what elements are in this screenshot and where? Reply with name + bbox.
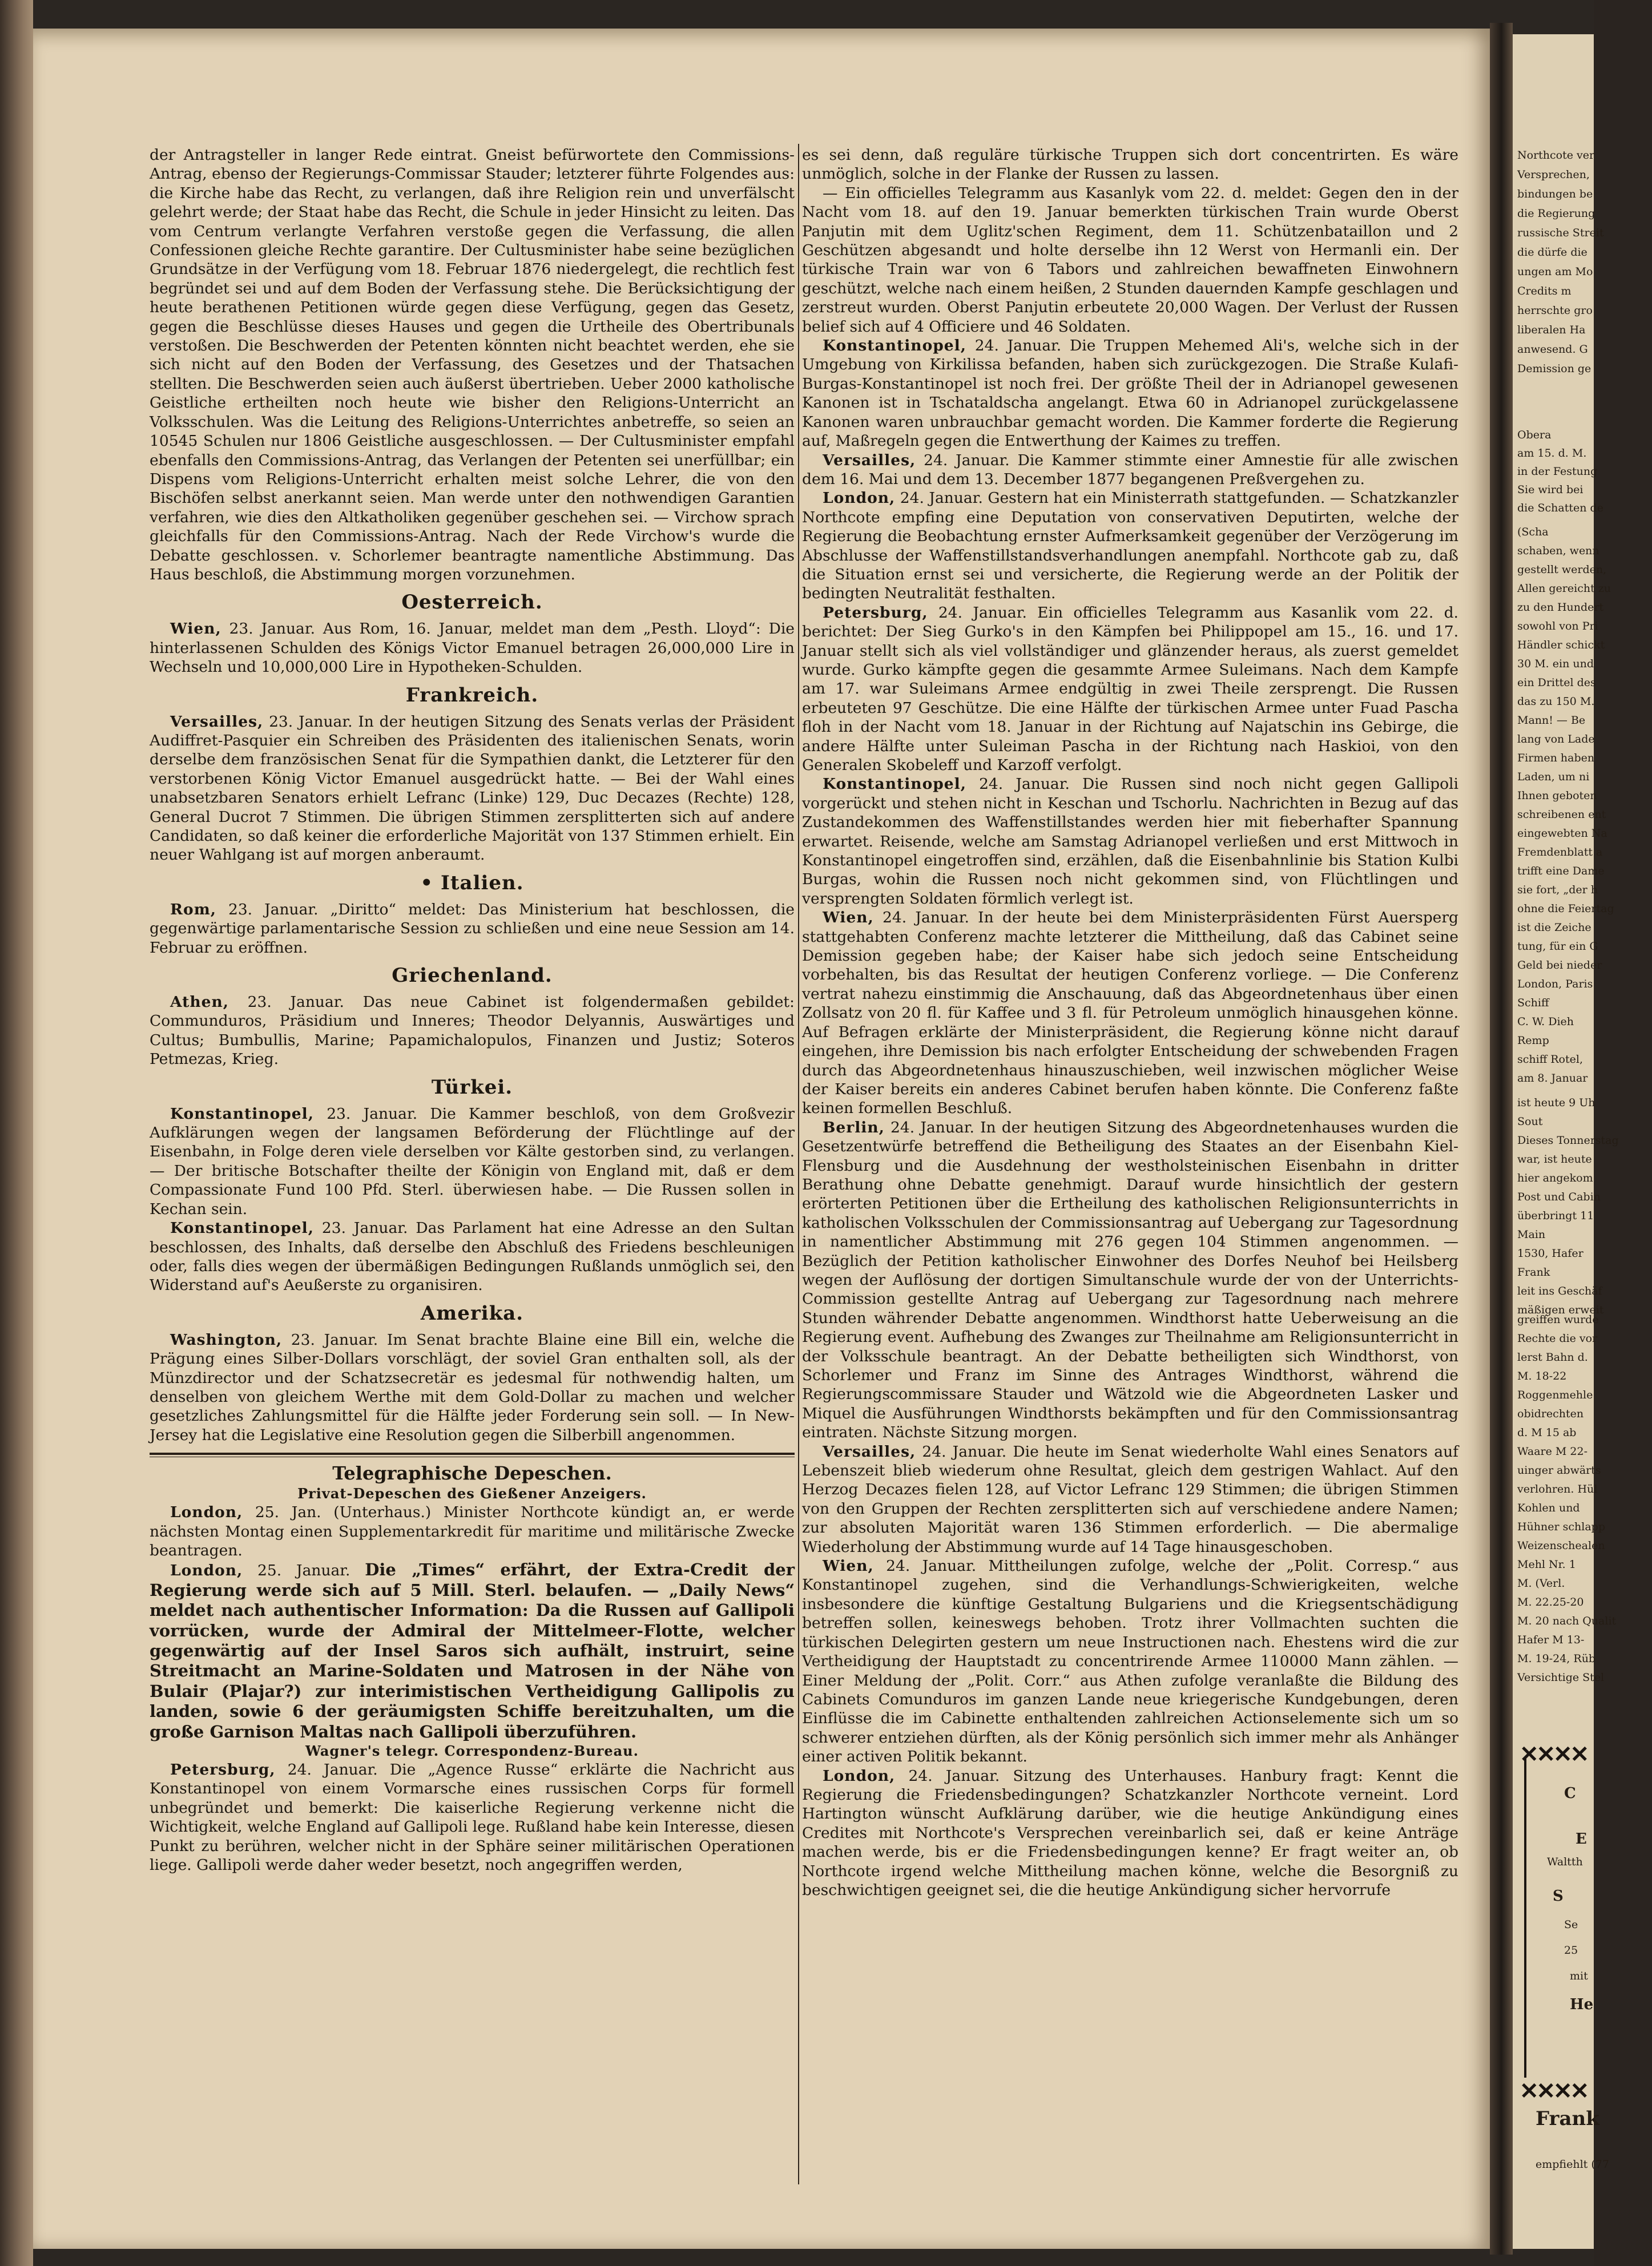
dateline: Konstantinopel, — [170, 1219, 314, 1237]
ad-letter: He — [1570, 1996, 1594, 2013]
next-page-fragment: schreibenen ent — [1517, 808, 1606, 821]
news-text: 24. Januar. Die Kammer stimmte einer Amnestie für alle zwischen dem 16. Mai und dem 13. December 1877 begangenen Preßvergehen zu. — [802, 451, 1458, 488]
next-page-fragment: Sout — [1517, 1115, 1543, 1128]
news-text: 24. Januar. Ein officielles Telegramm aus Kasanlik vom 22. d. berichtet: Der Sieg Gurko's in den Kämpfen bei Philippopel am 15., 16. und 17. Januar stellt sich als viel vollständiger und glänzender heraus, als zuerst gemeldet wurde. Gurko kämpfte gegen die gesammte Armee Suleimans. Nach dem Kampfe am 17. war Suleimans Armee endgültig in zwei Theile zersprengt. Die Russen erbeuteten 97 Geschütze. Die eine Hälfte der türkischen Armee unter Fuad Pascha floh in der Nacht vom 18. Januar in der Richtung auf Najatschin ins Gebirge, die andere Hälfte unter Suleiman Pascha in der Richtung nach Haskioi, von den Generalen Skobeleff und Karzoff verfolgt. — [802, 603, 1458, 774]
dateline: Washington, — [170, 1330, 283, 1349]
ad-ornament: ✕✕✕✕ — [1520, 1741, 1587, 1768]
next-page-fragment: Versprechen, — [1517, 168, 1590, 181]
next-page-fragment: Schiff — [1517, 997, 1549, 1009]
ad-ornament: ✕✕✕✕ — [1520, 2078, 1587, 2104]
bold-telegram-text: Die „Times“ erfährt, der Extra-Credit der Regierung werde sich auf 5 Mill. Sterl. belaufen. — „Daily News“ meldet nach authentischer Information: Da die Russen auf Gallipoli vorrücken, wurde der Admiral der Mittelmeer-Flotte, welcher gegenwärtig auf der Insel Saros sich aufhält, instruirt, seine Streitmacht an Marine-Soldaten und Matrosen in der Nähe von Bulair (Plajar?) zur interimistischen Vertheidigung Gallipolis zu landen, sowie 6 der geräumigsten Schiffe bereitzuhalten, um die große Garnison Maltas nach Gallipoli überzuführen. — [150, 1560, 795, 1741]
next-page-fragment: Versichtige Stel — [1517, 1671, 1605, 1684]
next-page-fragment: Mann! — Be — [1517, 714, 1586, 727]
section-heading-tuerkei: Türkei. — [431, 1075, 513, 1099]
next-page-fragment: (Scha — [1517, 526, 1549, 538]
next-page-fragment: die dürfe die — [1517, 246, 1587, 259]
next-page-fragment: war, ist heute — [1517, 1153, 1592, 1166]
ad-line: Waltth — [1547, 1856, 1583, 1868]
news-text: 24. Januar. Gestern hat ein Ministerrath stattgefunden. — Schatzkanzler Northcote empfing eine Deputation von conservativen Deputirten, welche der Regierung die Beobachtung ernster Aufmerksamkeit gegenüber der Verzögerung im Abschlusse der Waffenstillstandsverhandlungen anempfahl. Northcote gab zu, daß die Situation ernst sei und versicherte, die Regierung werde an der Politik der bedingten Neutralität festhalten. — [802, 489, 1458, 603]
news-item — [150, 1104, 795, 1219]
next-page-fragment: d. M 15 ab — [1517, 1426, 1577, 1439]
ad-frame-line — [1524, 1758, 1526, 2078]
telegram-subtitle: Privat-Depeschen des Gießener Anzeigers. — [297, 1485, 647, 1502]
next-page-fragment: ohne die Feiertag — [1517, 902, 1614, 915]
news-text: 24. Januar. Die heute im Senat wiederholte Wahl eines Senators auf Lebenszeit blieb wiederum ohne Resultat, gleich dem gestrigen Wahlact. Auf den Herzog Decazes fielen 128, auf Victor Lefranc 129 Stimmen; die übrigen Stimmen von den Gruppen der Rechten zersplitterten sich auf verschiedene andere Namen; zur absoluten Majorität waren 136 Stimmen erforderlich. — Die abermalige Wiederholung der Abstimmung wurde auf 14 Tage hinausgeschoben. — [802, 1442, 1458, 1556]
next-page-fragment: Dieses Tonnerstag — [1517, 1134, 1619, 1147]
telegram-date: 25. Januar. — [257, 1562, 350, 1580]
news-text: 23. Januar. Im Senat brachte Blaine eine Bill ein, welche die Prägung eines Silber-Dollars vorschlägt, der soviel Gran enthalten soll, als der Münzdirector und der Schatzsecretär es jedesmal für nothwendig halten, um denselben von gleichem Werthe mit dem Gold-Dollar zu machen und welcher gesetzliches Zahlungsmittel für die Hälfte jeder Forderung sein soll. — In New-Jersey hat die Legislative eine Resolution gegen die Silberbill angenommen. — [150, 1330, 795, 1444]
next-page-fragment: gestellt werden, — [1517, 563, 1607, 576]
dateline: Petersburg, — [170, 1761, 276, 1779]
next-page-fragment: uinger abwärts — [1517, 1464, 1601, 1477]
dateline: Versailles, — [823, 451, 916, 469]
next-page-fragment: M. 22.25-20 — [1517, 1596, 1584, 1608]
telegram-section-title: Telegraphische Depeschen. — [332, 1462, 612, 1485]
section-heading-griechenland: Griechenland. — [392, 964, 553, 987]
next-page-fragment: Mehl Nr. 1 — [1517, 1558, 1576, 1571]
next-page-fragment: anwesend. G — [1517, 343, 1588, 356]
news-item: — Ein officielles Telegramm aus Kasanlyk vom 22. d. meldet: Gegen den in der Nacht vom 18. auf den 19. Januar bemerkten türkischen Train wurde Oberst Panjutin mit dem Uglitz'schen Regiment, dem 11. Schützenbataillon und 2 Geschützen abgesandt und holte derselbe ihn 12 Werst von Hermanli ein. Der türkische Train war von 6 Tabors und zahlreichen bewaffneten Einwohnern geschützt, welche nach einem heißen, 2 Stunden dauernden Kampfe geschlagen und zerstreut wurden. Oberst Panjutin erbeutete 20,000 Wagen. Der Verlust der Russen belief sich auf 4 Officiere und 46 Soldaten. — [802, 184, 1458, 336]
news-item — [802, 451, 1458, 489]
right-column — [802, 146, 1458, 1900]
next-page-fragment: hier angekom — [1517, 1172, 1593, 1184]
ad-line: 25 — [1564, 1944, 1578, 1957]
next-page-fragment: M. 18-22 — [1517, 1370, 1567, 1382]
next-page-fragment: Hafer M 13- — [1517, 1634, 1585, 1646]
next-page-fragment: Credits m — [1517, 285, 1572, 297]
dateline: Konstantinopel, — [170, 1104, 314, 1123]
next-page-fragment: Sie wird bei — [1517, 483, 1583, 496]
next-page-fragment: Hühner schlapp — [1517, 1521, 1606, 1533]
dateline: Wien, — [170, 620, 221, 638]
section-heading-italien: • Italien. — [420, 871, 524, 894]
next-page-fragment: Frank — [1517, 1266, 1550, 1279]
next-page-fragment: schaben, wenn — [1517, 545, 1599, 557]
telegram-rule-thick — [150, 1453, 795, 1455]
telegram-item — [150, 1503, 795, 1560]
next-page-fragment: in der Festung — [1517, 465, 1598, 478]
news-text: 24. Januar. Sitzung des Unterhauses. Hanbury fragt: Kennt die Regierung die Friedensbedingungen? Schatzkanzler Northcote verneint. Lord Hartington wünscht Aufklärung darüber, wie die heutige Ankündigung eines Credites mit Northcote's Versprechen vereinbarlich sei, daß er keine Anträge machen werde, bis er die Friedensbedingungen kenne? Er fragt weiter an, ob Northcote irgend welche Mittheilung machen könne, welche die Besorgniß zu beschwichtigen geeignet sei, die die heutige Ankündigung sicher hervorrufe — [802, 1767, 1458, 1899]
telegram-item — [150, 1760, 795, 1874]
dateline: London, — [170, 1503, 243, 1522]
next-page-fragment: M. (Verl. — [1517, 1577, 1565, 1590]
book-gutter — [1490, 23, 1513, 2255]
news-text: 23. Januar. In der heutigen Sitzung des Senats verlas der Präsident Audiffret-Pasquier ein Schreiben des Präsidenten des italienischen Senats, worin derselbe dem französischen Senat für die Sympathien dankt, die Letzterer für den verstorbenen König Victor Emanuel ausgedrückt hatte. — Bei der Wahl eines unabsetzbaren Senators erhielt Lefranc (Linke) 129, Duc Decazes (Rechte) 128, General Ducrot 7 Stimmen. Die übrigen Stimmen zersplitterten sich auf andere Candidaten, so daß keiner die erforderliche Majorität von 137 Stimmen erhielt. Ein neuer Wahlgang ist auf morgen anberaumt. — [150, 712, 795, 864]
next-page-fragment: M. 19-24, Rüb — [1517, 1652, 1596, 1665]
ad-letter: E — [1576, 1830, 1587, 1848]
next-page-fragment: überbringt 11 — [1517, 1209, 1594, 1222]
news-text: 24. Januar. In der heutigen Sitzung des Abgeordnetenhauses wurden die Gesetzentwürfe betreffend die Betheiligung des Staates an der Eisenbahn Kiel-Flensburg und die Ausdehnung der westholsteinischen Eisenbahn in dritter Berathung ohne Debatte genehmigt. Darauf wurde hinsichtlich der gestern erörterten Petitionen über die Ertheilung des katholischen Religionsunterrichts in katholischen Volksschulen der Commissionsantrag auf Uebergang zur Tagesordnung in namentlicher Abstimmung mit 276 gegen 104 Stimmen angenommen. — Bezüglich der Petition katholischer Einwohner des Dorfes Neuhof bei Heilsberg wegen der Auflösung der dortigen Simultanschule wurde der von der Unterrichts-Commission gestellte Antrag auf Uebergang zur Tagesordnung nach mehrere Stunden währender Debatte angenommen. Windthorst hatte Ueberweisung an die Regierung event. Aufhebung des Zwanges zur Theilnahme am Religionsunterricht in der Volksschule beantragt. An der Debatte betheiligten sich Windthorst, von Schorlemer und Franz im Sinne des Antrages Windthorst, während die Regierungscommissare Stauder und Wätzold wie die Abgeordneten Lasker und Miquel die Ausführungen Windthorsts bekämpften und für den Commissionsantrag eintraten. Nächste Sitzung morgen. — [802, 1118, 1458, 1442]
next-page-fragment: Ihnen geboten — [1517, 789, 1597, 802]
next-page-fragment: Obera — [1517, 429, 1552, 441]
next-page-fragment: Kohlen und — [1517, 1502, 1580, 1514]
continuation-paragraph: es sei denn, daß reguläre türkische Truppen sich dort concentrirten. Es wäre unmöglich, solche in der Flanke der Russen zu lassen. — [802, 146, 1458, 183]
next-page-fragment: schiff Rotel, — [1517, 1053, 1583, 1066]
next-page-fragment: bindungen be — [1517, 188, 1593, 200]
next-page-fragment: am 15. d. M. — [1517, 447, 1587, 459]
next-page-fragment: das zu 150 M. — [1517, 695, 1595, 708]
intro-paragraph: der Antragsteller in langer Rede eintrat. Gneist befürwortete den Commissions-Antrag, ebenso der Regierungs-Commissar Stauder; letzterer führte Folgendes aus: die Kirche habe das Recht, zu verlangen, daß ihre Religion rein und unverfälscht gelehrt werde; der Staat habe das Recht, die Schule in jeder Hinsicht zu leiten. Das vom Centrum verlangte Verfahren verstoße gegen die Verfassung, die allen Confessionen gleiche Rechte garantire. Der Cultusminister habe seine bezüglichen Grundsätze in der Verfügung vom 18. Februar 1876 niedergelegt, die rechtlich fest begründet sei und auf dem Boden der Verfassung stehe. Die Berücksichtigung der heute berathenen Petitionen würde gegen diese Verfügung, gegen das Gesetz, gegen die Beschlüsse dieses Hauses und gegen die Urtheile des Obertribunals verstoßen. Die Beschwerden der Petenten könnten nicht beachtet werden, ehe sie sich nicht auf den Boden der Verfassung, des Gesetzes und der Thatsachen stellten. Die Beschwerden seien auch äußerst übertrieben. Ueber 2000 katholische Geistliche ertheilten noch heute wie bisher den Religions-Unterricht an Volksschulen. Was die Leitung des Religions-Unterrichtes anbetreffe, so seien an 10545 Schulen nur 1806 Geistliche ausgeschlossen. — Der Cultusminister empfahl ebenfalls den Commissions-Antrag, das Verlangen der Petenten sei unerfüllbar; ein Dispens vom Religions-Unterricht erhalten meist solche Lehrer, die von den Bischöfen selbst anerkannt seien. Man werde unter den nothwendigen Garantien verfahren, wie dies den Altkatholiken gegenüber geschehen sei. — Virchow sprach gleichfalls für den Commissions-Antrag. Nach der Rede Virchow's wurde die Debatte geschlossen. v. Schorlemer beantragte namentliche Abstimmung. Das Haus beschloß, die Abstimmung morgen vorzunehmen. — [150, 146, 795, 583]
next-page-fragment: am 8. Januar — [1517, 1072, 1588, 1084]
news-text: 24. Januar. In der heute bei dem Ministerpräsidenten Fürst Auersperg stattgehabten Conferenz machte letzterer die Mittheilung, daß das Cabinet seine Demission gegeben habe; der Kaiser habe sich jedoch seine Entscheidung vorbehalten, bis das Resultat der heutigen Conferenz vorliege. — Die Conferenz vertrat nahezu einstimmig die Anschauung, daß das Abgeordnetenhaus über einen Zollsatz von 20 fl. für Kaffee und 3 fl. für Petroleum unmöglich hinausgehen könne. Auf Befragen erklärte der Ministerpräsident, die Regierung könne nicht darauf eingehen, ihre Demission bis nach erfolgter Entscheidung der schwebenden Fragen durch das Abgeordnetenhaus hinauszuschieben, weil inzwischen möglicher Weise der Kaiser bereits ein anderes Cabinet berufen haben könnte. Die Conferenz faßte keinen formellen Beschluß. — [802, 909, 1458, 1118]
next-page-fragment: zu den Hundert — [1517, 601, 1604, 614]
news-text: 23. Januar. Die Kammer beschloß, von dem Großvezir Aufklärungen wegen der langsamen Beförderung der Flüchtlinge auf der Eisenbahn, in Folge deren viele derselben vor Kälte gestorben sind, zu verlangen. — Der britische Botschafter theilte der Königin von England mit, daß er dem Compassionate Fund 100 Pfd. Sterl. überwiesen habe. — Die Russen sollen in Kechan sein. — [150, 1104, 795, 1218]
bureau-heading: Wagner's telegr. Correspondenz-Bureau. — [305, 1743, 639, 1760]
next-page-fragment: Post und Cabin — [1517, 1191, 1601, 1203]
next-page-fragment: liberalen Ha — [1517, 324, 1586, 336]
dateline: London, — [823, 1767, 896, 1785]
news-text: 23. Januar. „Diritto“ meldet: Das Ministerium hat beschlossen, die gegenwärtige parlamentarische Session zu schließen und eine neue Session am 14. Februar zu eröffnen. — [150, 900, 795, 957]
ad-brand: Frank — [1536, 2107, 1599, 2130]
next-page-fragment: London, Paris — [1517, 978, 1593, 990]
next-page-fragment: ist heute 9 Uh — [1517, 1096, 1595, 1109]
dateline: Berlin, — [823, 1118, 885, 1136]
news-item — [802, 336, 1458, 450]
news-item — [150, 1219, 795, 1295]
news-item — [150, 993, 795, 1069]
next-page-fragment: ungen am Mo — [1517, 265, 1593, 278]
next-page-fragment: greiffen wurde — [1517, 1313, 1599, 1326]
next-page-fragment: Remp — [1517, 1034, 1549, 1047]
next-page-fragment: Weizenschealen — [1517, 1539, 1605, 1552]
dateline: Versailles, — [170, 712, 264, 731]
telegram-item-bold — [150, 1560, 795, 1742]
left-column — [150, 146, 795, 1874]
news-text: 23. Januar. Aus Rom, 16. Januar, meldet man dem „Pesth. Lloyd“: Die hinterlassenen Schulden des Königs Victor Emanuel betragen 26,000,000 Lire in Wechseln und 10,000,000 Lire in Hypotheken-Schulden. — [150, 620, 795, 676]
next-page-fragment: Laden, um ni — [1517, 771, 1590, 783]
ad-footer: empfiehlt (77 — [1536, 2158, 1609, 2171]
next-page-fragment: Northcote ver — [1517, 149, 1595, 162]
news-item — [802, 489, 1458, 603]
next-page-edge — [1513, 34, 1619, 2249]
news-item — [802, 603, 1458, 775]
dateline: Rom, — [170, 900, 216, 918]
news-text: 23. Januar. Das Parlament hat eine Adresse an den Sultan beschlossen, des Inhalts, daß derselbe den Abschluß des Friedens beschleunigen oder, falls dies wegen der übermäßigen Bedingungen Rußlands unmöglich sei, den Widerstand auf's Aeußerste zu organisiren. — [150, 1219, 795, 1295]
news-item — [802, 1557, 1458, 1766]
dateline: Wien, — [823, 909, 874, 927]
column-divider — [798, 144, 799, 2184]
next-page-fragment: Fremdenblatt a — [1517, 846, 1603, 858]
next-page-fragment: Demission ge — [1517, 362, 1591, 375]
next-page-fragment: Rechte die vor — [1517, 1332, 1598, 1345]
dateline: Konstantinopel, — [823, 337, 966, 355]
news-text: 24. Januar. Die „Agence Russe“ erklärte die Nachricht aus Konstantinopel von einem Vormarsche eines russischen Corps für formell unbegründet und bemerkt: Die kaiserliche Regierung verkenne nicht die Wichtigkeit, welche England auf Gallipoli lege. Rußland habe kein Interesse, diesen Punkt zu berühren, welcher nicht in der Sphäre seiner militärischen Operationen liege. Gallipoli werde daher weder besetzt, noch angegriffen werden, — [150, 1761, 795, 1874]
next-page-fragment: Allen gereicht zu — [1517, 582, 1611, 595]
news-item — [802, 908, 1458, 1118]
next-page-fragment: M. 20 nach Qualit — [1517, 1615, 1617, 1627]
next-page-fragment: Waare M 22- — [1517, 1445, 1587, 1458]
next-page-fragment: die Regierung — [1517, 207, 1595, 220]
next-page-fragment: obidrechten — [1517, 1408, 1584, 1420]
next-page-fragment: mäßigen erweit — [1517, 1304, 1604, 1316]
news-text: 24. Januar. Die Russen sind noch nicht gegen Gallipoli vorgerückt und stehen nicht in Keschan und Tschorlu. Nachrichten in Bezug auf das Zustandekommen des Waffenstillstandes werden hier mit fieberhafter Spannung erwartet. Reisende, welche am Samstag Adrianopel verließen und erst Mittwoch in Konstantinopel eingetroffen sind, erzählen, daß die Eisenbahnlinie bis Station Kulbi Burgas, wohin die Russen noch nicht gekommen sind, von Flüchtlingen und versprengten Soldaten förmlich verlegt ist. — [802, 775, 1458, 908]
next-page-fragment: Firmen haben — [1517, 752, 1595, 764]
news-text: 23. Januar. Das neue Cabinet ist folgendermaßen gebildet: Communduros, Präsidium und Inneres; Theodor Delyannis, Auswärtiges und Cultus; Bumbullis, Marine; Papamichalopulos, Finanzen und Justiz; Soteros Petmezas, Krieg. — [150, 993, 795, 1069]
dateline: Wien, — [823, 1557, 874, 1575]
next-page-fragment: 1530, Hafer — [1517, 1247, 1583, 1260]
next-page-fragment: lang von Lade — [1517, 733, 1595, 745]
section-heading-frankreich: Frankreich. — [405, 683, 539, 707]
dateline: Versailles, — [823, 1442, 916, 1461]
next-page-fragment: Roggenmehle — [1517, 1389, 1593, 1401]
next-page-fragment: verlohren. Hül — [1517, 1483, 1598, 1495]
news-item — [150, 900, 795, 957]
next-page-fragment: Geld bei nieder — [1517, 959, 1602, 971]
next-page-fragment: C. W. Dieh — [1517, 1015, 1574, 1028]
next-page-fragment: herrschte gro — [1517, 304, 1593, 317]
news-item — [802, 775, 1458, 908]
next-page-fragment: Main — [1517, 1228, 1546, 1241]
section-heading-amerika: Amerika. — [420, 1301, 524, 1325]
next-page-fragment: sowohl von Pri — [1517, 620, 1598, 632]
ad-line: Se — [1564, 1918, 1578, 1931]
news-item — [802, 1767, 1458, 1900]
news-text: 25. Jan. (Unterhaus.) Minister Northcote kündigt an, er werde nächsten Montag einen Supplementarkredit für maritime und militärische Zwecke beantragen. — [150, 1503, 795, 1559]
next-page-fragment: eingewebten Na — [1517, 827, 1607, 840]
next-page-fragment: ist die Zeiche — [1517, 921, 1591, 934]
next-page-fragment: russische Streit — [1517, 227, 1604, 239]
dateline: London, — [823, 489, 896, 507]
next-page-fragment: trifft eine Dame — [1517, 865, 1605, 877]
news-item — [150, 1330, 795, 1445]
dateline: Petersburg, — [823, 603, 928, 622]
dateline: Athen, — [170, 993, 229, 1011]
next-page-fragment: tung, für ein G — [1517, 940, 1598, 953]
dateline: Konstantinopel, — [823, 775, 966, 793]
next-page-fragment: sie fort, „der h — [1517, 884, 1598, 896]
ad-line: mit — [1570, 1970, 1588, 1982]
dateline: London, — [170, 1562, 243, 1580]
news-item — [150, 712, 795, 865]
next-page-fragment: die Schatten de — [1517, 502, 1603, 514]
next-page-fragment: leit ins Geschäf — [1517, 1285, 1602, 1297]
next-page-fragment: 30 M. ein und — [1517, 658, 1594, 670]
ad-letter: S — [1553, 1888, 1564, 1905]
next-page-fragment: Händler schickt — [1517, 639, 1605, 651]
previous-page-edge — [0, 0, 33, 2266]
ad-letter: C — [1564, 1785, 1576, 1802]
news-item — [802, 1442, 1458, 1557]
news-item — [802, 1118, 1458, 1442]
next-page-fragment: lerst Bahn d. — [1517, 1351, 1588, 1364]
news-text: 24. Januar. Die Truppen Mehemed Ali's, welche sich in der Umgebung von Kirkilissa befanden, haben sich zurückgezogen. Die Straße Kulafi-Burgas-Konstantinopel ist noch frei. Der größte Theil der in Adrianopel gewesenen Kanonen ist in Tschataldscha angelangt. Etwa 60 in Adrianopel zurückgelassene Kanonen waren unbrauchbar gemacht worden. Die Kammer forderte die Regierung auf, Maßregeln gegen die Entwerthung der Kaimes zu treffen. — [802, 337, 1458, 450]
news-item — [150, 619, 795, 676]
section-heading-oesterreich: Oesterreich. — [401, 591, 543, 614]
news-text: 24. Januar. Mittheilungen zufolge, welche der „Polit. Corresp.“ aus Konstantinopel zugehen, sind die Verhandlungs-Schwierigkeiten, welche insbesondere die künftige Gestaltung Bulgariens und die Kriegsentschädigung betreffen sollen, keineswegs behoben. Trotz ihrer Vollmachten suchten die türkischen Delegirten gestern um neue Instructionen nach. Ehestens wird die zur Vertheidigung der Hauptstadt zu concentrirende Armee 110000 Mann zählen. — Einer Meldung der „Polit. Corr.“ aus Athen zufolge veranlaßte die Bildung des Cabinets Comunduros im ganzen Lande neue kriegerische Kundgebungen, deren Einflüsse die im Cabinette enthaltenden zahlreichen Actionselemente sich um so schwerer entziehen dürften, als der König persönlich sich immer mehr als Anhänger einer activen Politik bekannt. — [802, 1557, 1458, 1766]
next-page-fragment: ein Drittel des — [1517, 676, 1596, 689]
